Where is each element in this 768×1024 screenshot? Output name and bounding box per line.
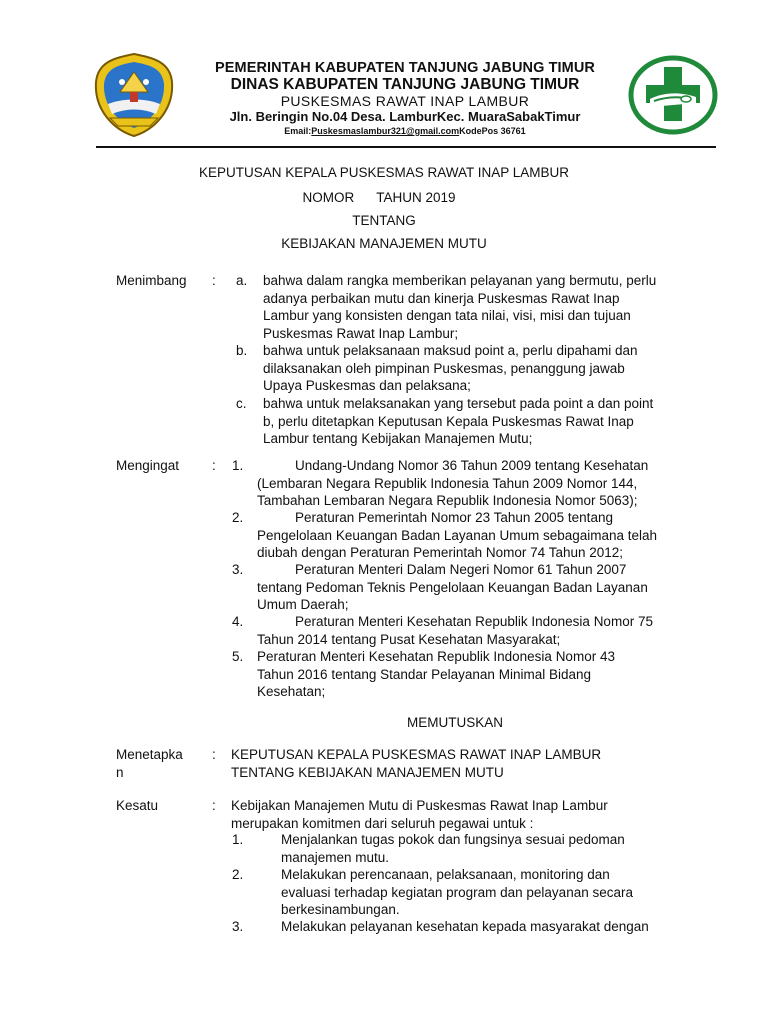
item-marker: 1. bbox=[232, 458, 244, 473]
contact-line bbox=[190, 125, 620, 137]
postal-code: KodePos 36761 bbox=[459, 126, 526, 136]
menetapkan-label: Menetapka n bbox=[116, 747, 183, 780]
item-marker: 5. bbox=[232, 649, 244, 664]
menetapkan-text: KEPUTUSAN KEPALA PUSKESMAS RAWAT INAP LAMBUR TENTANG KEBIJAKAN MANAJEMEN MUTU bbox=[231, 747, 602, 780]
colon: : bbox=[212, 798, 216, 813]
colon: : bbox=[212, 458, 216, 473]
letterhead-text bbox=[190, 60, 620, 137]
item-marker: b. bbox=[236, 343, 248, 358]
item-marker: c. bbox=[236, 396, 247, 411]
item-marker: 3. bbox=[232, 562, 244, 577]
decree-title: KEPUTUSAN KEPALA PUSKESMAS RAWAT INAP LAMBUR bbox=[198, 165, 570, 180]
letterhead-divider bbox=[96, 146, 716, 148]
regency-emblem-logo bbox=[92, 52, 176, 138]
colon: : bbox=[212, 747, 216, 762]
nomor-label: NOMOR bbox=[302, 190, 355, 205]
address: Jln. Beringin No.04 Desa. LamburKec. MuaraSabakTimur bbox=[229, 109, 581, 124]
decree-year: TAHUN 2019 bbox=[376, 190, 456, 205]
puskesmas-cross-logo bbox=[628, 55, 718, 135]
list-item: Melakukan perencanaan, pelaksanaan, monitoring dan evaluasi terhadap kegiatan program dan pelayanan secara berkesinambungan. bbox=[281, 867, 633, 917]
list-item: Peraturan Menteri Kesehatan Republik Indonesia Nomor 75 Tahun 2014 tentang Pusat Kesehatan Masyarakat; bbox=[257, 614, 653, 647]
item-marker: 1. bbox=[232, 832, 244, 847]
list-item: Menjalankan tugas pokok dan fungsinya sesuai pedoman manajemen mutu. bbox=[281, 832, 625, 865]
list-item: bahwa untuk melaksanakan yang tersebut pada point a dan point b, perlu ditetapkan Keputusan Kepala Puskesmas Rawat Inap Lambur tentang Kebijakan Manajemen Mutu; bbox=[263, 396, 654, 446]
item-marker: 3. bbox=[232, 919, 244, 934]
agency-name: DINAS KABUPATEN TANJUNG JABUNG TIMUR bbox=[230, 76, 580, 93]
list-item: Melakukan pelayanan kesehatan kepada masyarakat dengan bbox=[281, 919, 649, 934]
list-item: Undang-Undang Nomor 36 Tahun 2009 tentang Kesehatan (Lembaran Negara Republik Indonesia Tahun 2009 Nomor 144, Tambahan Lembaran Negara Republik Indonesia Nomor 5063); bbox=[257, 458, 649, 508]
decree-number bbox=[0, 190, 768, 205]
letterhead bbox=[0, 0, 768, 150]
list-item: bahwa untuk pelaksanaan maksud point a, perlu dipahami dan dilaksanakan oleh pimpinan Puskesmas, penanggung jawab Upaya Puskesmas dan pelaksana; bbox=[263, 343, 638, 393]
decree-subject: KEBIJAKAN MANAJEMEN MUTU bbox=[281, 236, 487, 251]
memutuskan-heading: MEMUTUSKAN bbox=[406, 715, 503, 730]
email-link[interactable]: Puskesmaslambur321@gmail.com bbox=[311, 126, 460, 136]
clinic-name: PUSKESMAS RAWAT INAP LAMBUR bbox=[280, 93, 530, 109]
kesatu-intro: Kebijakan Manajemen Mutu di Puskesmas Rawat Inap Lambur merupakan komitmen dari seluruh pegawai untuk : bbox=[231, 798, 608, 831]
kesatu-label: Kesatu bbox=[116, 798, 159, 813]
list-item: Peraturan Menteri Dalam Negeri Nomor 61 Tahun 2007 tentang Pedoman Teknis Pengelolaan Keuangan Badan Layanan Umum Daerah; bbox=[257, 562, 648, 612]
tentang-heading: TENTANG bbox=[352, 213, 416, 228]
list-item: bahwa dalam rangka memberikan pelayanan yang bermutu, perlu adanya perbaikan mutu dan kinerja Puskesmas Rawat Inap Lambur yang konsisten dengan tata nilai, visi, misi dan tujuan Puskesmas Rawat Inap Lambur; bbox=[263, 273, 657, 341]
mengingat-label: Mengingat bbox=[116, 458, 180, 473]
item-marker: 4. bbox=[232, 614, 244, 629]
item-marker: 2. bbox=[232, 867, 244, 882]
item-marker: a. bbox=[236, 273, 248, 288]
list-item: Peraturan Menteri Kesehatan Republik Indonesia Nomor 43 Tahun 2016 tentang Standar Pelayanan Minimal Bidang Kesehatan; bbox=[257, 649, 615, 699]
colon: : bbox=[212, 273, 216, 288]
email-label: Email: bbox=[284, 126, 312, 136]
menimbang-label: Menimbang bbox=[116, 273, 187, 288]
government-name: PEMERINTAH KABUPATEN TANJUNG JABUNG TIMUR bbox=[214, 60, 596, 76]
item-marker: 2. bbox=[232, 510, 244, 525]
list-item: Peraturan Pemerintah Nomor 23 Tahun 2005 tentang Pengelolaan Keuangan Badan Layanan Umum sebagaimana telah diubah dengan Peraturan Pemerintah Nomor 74 Tahun 2012; bbox=[257, 510, 658, 560]
